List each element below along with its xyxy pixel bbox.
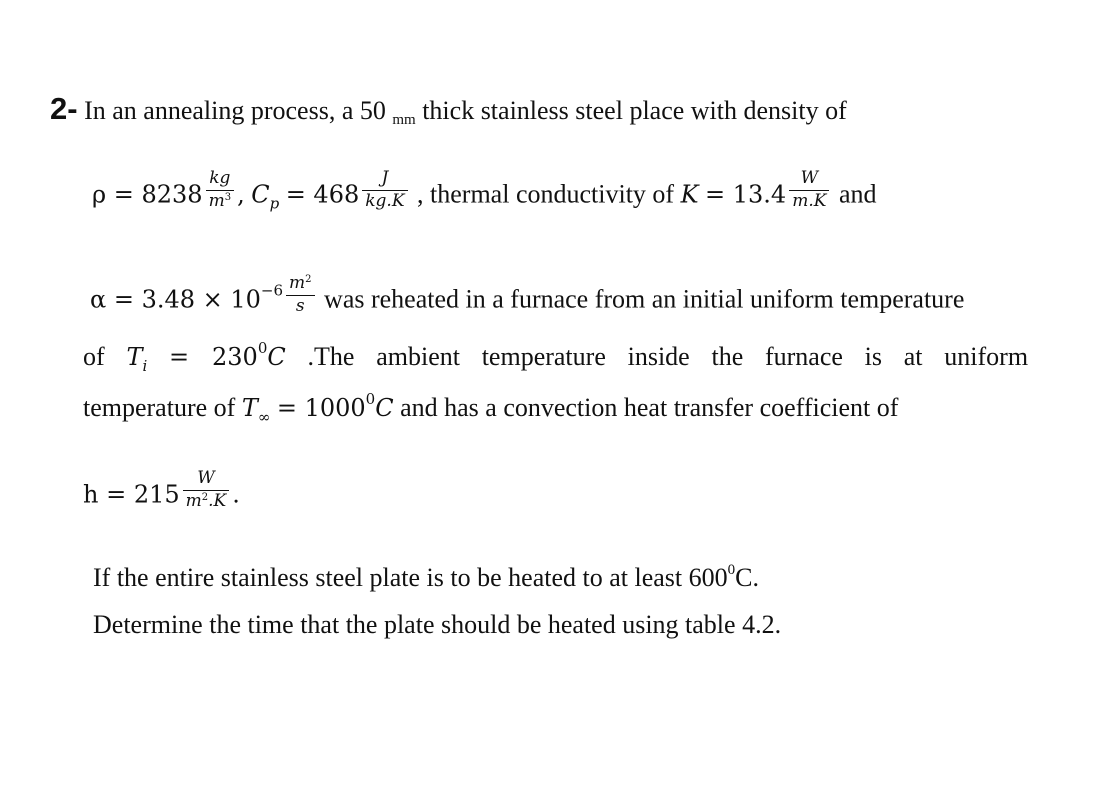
- k-equation: = 13.4: [705, 180, 787, 209]
- problem-intro-line: [50, 93, 847, 128]
- question-1-text: If the entire stainless steel plate is to be heated to at least 600: [93, 563, 728, 592]
- intro-text-after: thick stainless steel place with density of: [422, 96, 847, 125]
- properties-line: [92, 168, 877, 217]
- temperature-of-text: temperature of: [83, 393, 236, 422]
- k-unit-numerator: W: [789, 170, 829, 191]
- alpha-unit-numerator: [286, 275, 315, 296]
- ti-degree: 0: [257, 339, 268, 357]
- question-2-text: Determine the time that the plate should be heated using table 4.2.: [93, 610, 782, 639]
- alpha-unit-num-base: m: [289, 273, 306, 293]
- density-unit-fraction: [206, 170, 235, 211]
- k-symbol: K: [680, 180, 699, 209]
- cp-equation: = 468: [285, 180, 360, 209]
- conductivity-text: , thermal conductivity of: [417, 179, 675, 209]
- cp-symbol: C: [251, 180, 270, 209]
- initial-temperature-line: [83, 341, 1028, 374]
- alpha-exponent: −6: [260, 281, 284, 300]
- h-unit-den-exp: 2: [201, 491, 209, 503]
- h-unit-den-base: m: [185, 490, 202, 511]
- question-1-unit: C.: [735, 563, 759, 592]
- density-unit-den-exp: 3: [224, 191, 232, 203]
- tinf-symbol: T: [241, 394, 258, 422]
- k-unit-denominator: m.K: [792, 190, 827, 211]
- k-unit-fraction: [789, 170, 829, 211]
- problem-number: 2-: [50, 91, 78, 126]
- alpha-unit-denominator: s: [295, 295, 305, 316]
- of-text: of: [83, 342, 105, 371]
- alpha-unit-fraction: [286, 275, 315, 316]
- h-unit-fraction: [183, 470, 230, 511]
- density-unit-denominator: [206, 191, 235, 211]
- alpha-unit-num-exp: 2: [305, 274, 312, 285]
- density-unit-numerator: kg: [206, 170, 235, 191]
- diffusivity-line: [90, 273, 965, 322]
- convection-coefficient-line: [83, 468, 240, 517]
- tinf-unit: C: [375, 394, 394, 422]
- ti-symbol: T: [126, 343, 143, 371]
- cp-unit-numerator: J: [362, 170, 407, 191]
- h-unit-denominator: [183, 491, 230, 511]
- ambient-temperature-line: [83, 392, 898, 425]
- reheated-text: was reheated in a furnace from an initial uniform temperature: [324, 284, 965, 314]
- tinf-subscript: ∞: [257, 408, 271, 426]
- h-unit-numerator: W: [183, 470, 230, 491]
- density-unit-den-base: m: [208, 190, 225, 211]
- alpha-equation: α = 3.48 × 10: [90, 285, 261, 314]
- ti-equation: = 230: [169, 343, 258, 371]
- ambient-text: .The ambient temperature inside the furnace is at uniform: [307, 342, 1029, 371]
- cp-unit-denominator: kg.K: [365, 190, 405, 211]
- and-text: and: [838, 179, 877, 209]
- question-line-2: [93, 612, 781, 638]
- h-unit-den-rest: .K: [208, 490, 227, 511]
- convection-text: and has a convection heat transfer coefficient of: [400, 393, 899, 422]
- question-1-degree: 0: [727, 562, 736, 578]
- h-period: .: [232, 480, 240, 509]
- intro-text-before: In an annealing process, a 50: [84, 96, 386, 125]
- cp-unit-fraction: [362, 170, 407, 211]
- ti-unit: C: [267, 343, 286, 371]
- tinf-equation: = 1000: [276, 394, 366, 422]
- density-equation: ρ = 8238: [92, 180, 203, 209]
- ti-subscript: i: [142, 357, 148, 375]
- tinf-degree: 0: [365, 390, 376, 408]
- comma-1: ,: [237, 180, 245, 209]
- cp-subscript: p: [269, 194, 280, 213]
- intro-unit: mm: [392, 112, 416, 128]
- h-equation: h = 215: [83, 480, 180, 509]
- question-line-1: [93, 563, 759, 591]
- ti-expression: [126, 339, 286, 375]
